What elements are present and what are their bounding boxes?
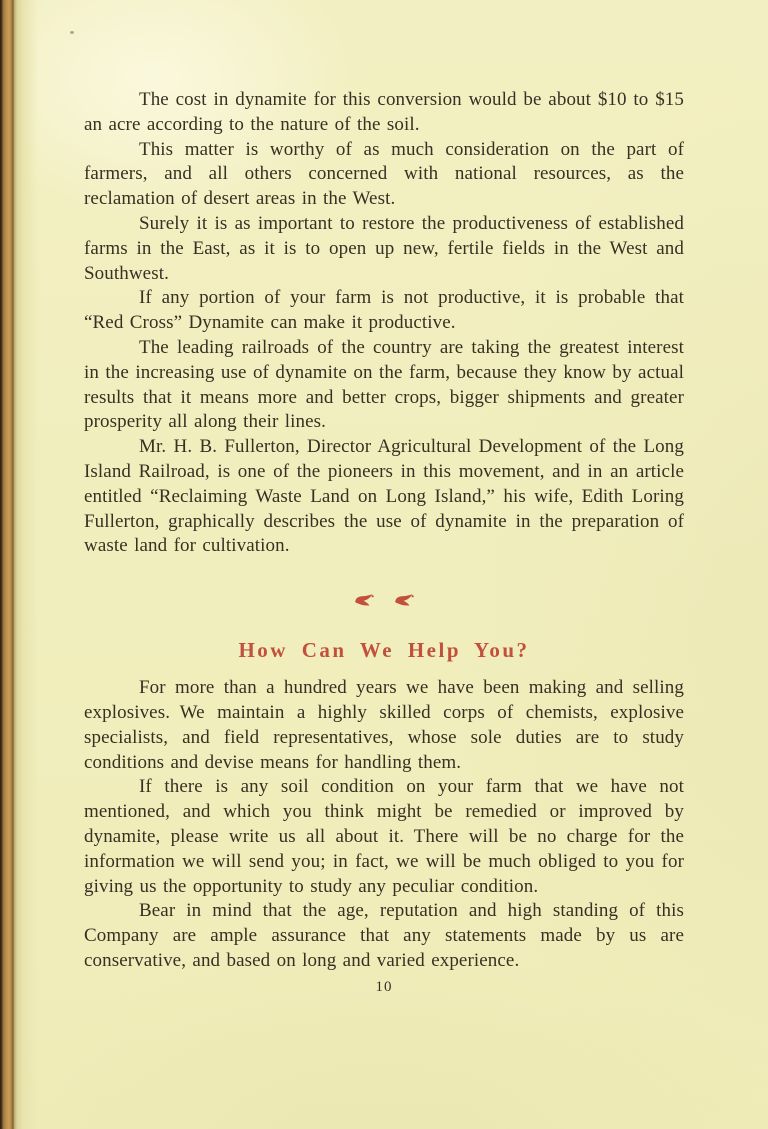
paragraph-bear-in-mind: Bear in mind that the age, reputation and high standing of this Company are ample assurance that any statements made by us are conservative, and based on long and varied experience. bbox=[84, 900, 684, 971]
paper-speck bbox=[70, 31, 74, 34]
page-content bbox=[84, 88, 684, 974]
fleuron-ornament bbox=[84, 594, 684, 610]
paragraph-railroads: The leading railroads of the country are taking the greatest interest in the increasing use of dynamite on the farm, because they know by actual results that it means more and better crops, bigger shipments and greater prosperity all along their lines. bbox=[84, 336, 684, 433]
fleuron-leaf-icon bbox=[392, 593, 415, 608]
paragraph-cost: The cost in dynamite for this conversion would be about $10 to $15 an acre according to the nature of the soil. bbox=[84, 89, 684, 135]
fleuron-leaf-icon bbox=[352, 593, 375, 608]
page-number: 10 bbox=[375, 979, 393, 995]
paragraph-consideration: This matter is worthy of as much consideration on the part of farmers, and all others concerned with national resources, as the reclamation of desert areas in the West. bbox=[84, 138, 684, 210]
book-binding-edge bbox=[0, 0, 38, 1129]
paragraph-red-cross: If any portion of your farm is not productive, it is probable that “Red Cross” Dynamite can make it productive. bbox=[84, 287, 684, 334]
paragraph-fullerton: Mr. H. B. Fullerton, Director Agricultural Development of the Long Island Railroad, is one of the pioneers in this movement, and in an article entitled “Reclaiming Waste Land on Long Island,” his wife, Edith Loring Fullerton, graphically describes the use of dynamite in the preparation of waste land for cultivation. bbox=[84, 436, 684, 557]
paragraph-hundred-years: For more than a hundred years we have been making and selling explosives. We maintain a highly skilled corps of chemists, explosive specialists, and field representatives, whose sole duties are to study conditions and devise means for handling them. bbox=[84, 677, 684, 773]
paragraph-soil-condition: If there is any soil condition on your farm that we have not mentioned, and which you think might be remedied or improved by dynamite, please write us all about it. There will be no charge for the information we will send you; in fact, we will be much obliged to you for giving us the opportunity to study any peculiar condition. bbox=[84, 776, 684, 897]
paragraph-restore: Surely it is as important to restore the productiveness of established farms in the East, as it is to open up new, fertile fields in the West and Southwest. bbox=[84, 212, 684, 284]
section-heading: How Can We Help You? bbox=[238, 638, 530, 663]
